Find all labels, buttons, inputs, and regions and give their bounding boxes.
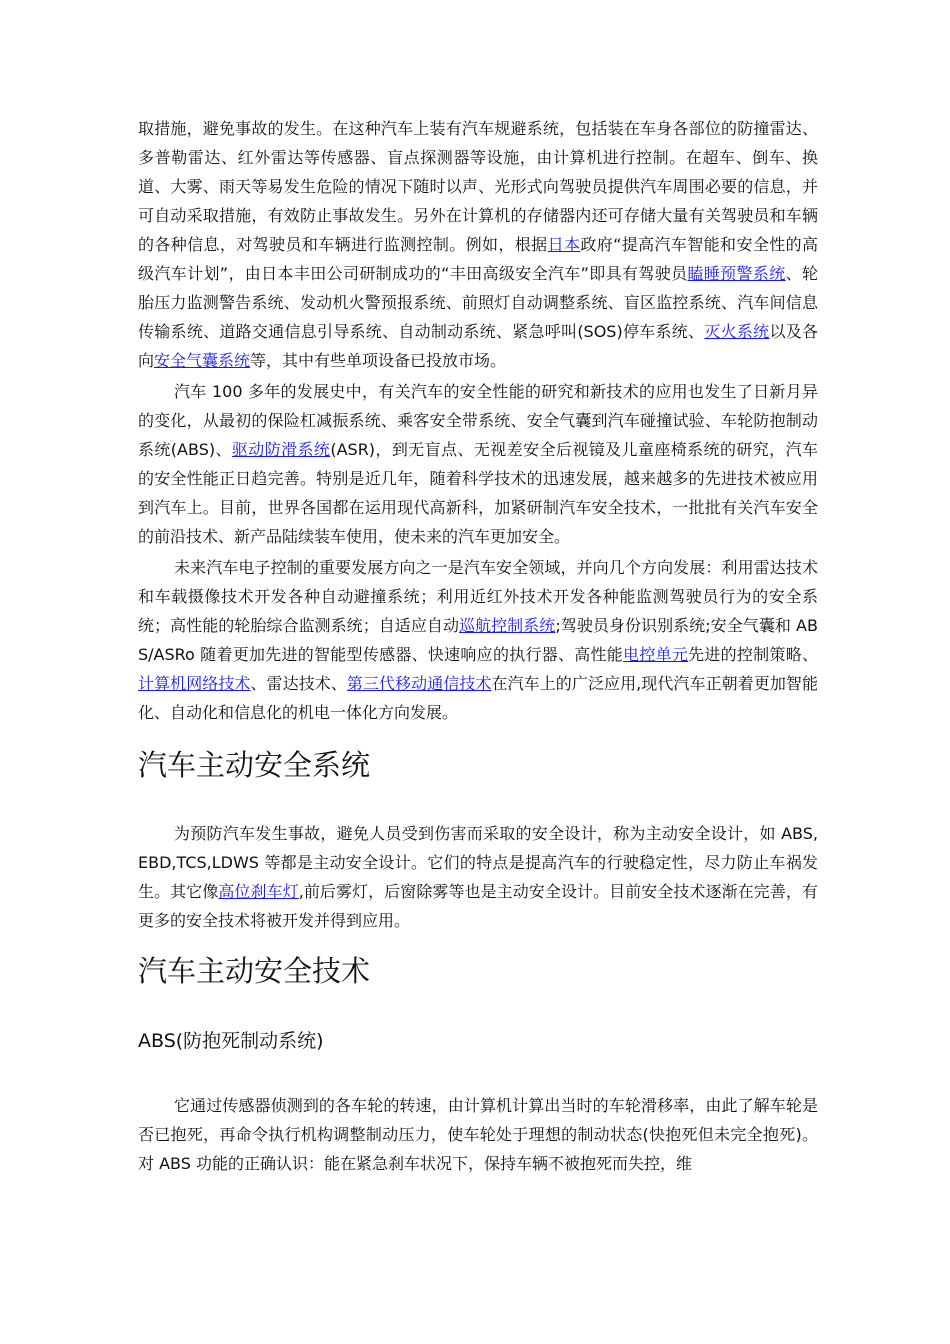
heading-active-safety-system: 汽车主动安全系统 <box>138 748 371 782</box>
inline-link[interactable]: 瞌睡预警系统 <box>687 264 786 283</box>
document-content <box>138 114 818 1178</box>
paragraph-safety-history <box>138 377 818 551</box>
inline-link[interactable]: 灭火系统 <box>704 322 770 341</box>
inline-link[interactable]: 电控单元 <box>623 645 689 664</box>
paragraph-smart-safety-systems <box>138 114 818 375</box>
text-run: 、雷达技术、 <box>250 674 347 693</box>
text-run: 在汽车上的广泛应用,现代汽车正朝着更加智能化、自动化和信息化的机电一体化方向发展。 <box>138 674 818 722</box>
inline-link[interactable]: 安全气囊系统 <box>154 351 251 370</box>
text-run: 先进的控制策略、 <box>688 645 818 664</box>
text-run: 以及各向 <box>138 322 818 370</box>
inline-link[interactable]: 高位刹车灯 <box>218 882 299 901</box>
text-run: ,前后雾灯，后窗除雾等也是主动安全设计。目前安全技术逐渐在完善，有更多的安全技术将被开发并得到应用。 <box>138 882 818 930</box>
inline-link[interactable]: 日本 <box>547 235 581 254</box>
text-run: 为预防汽车发生事故，避免人员受到伤害而采取的安全设计，称为主动安全设计，如 ABS,EBD,TCS,LDWS 等都是主动安全设计。它们的特点是提高汽车的行驶稳定性，尽力防止车祸发生。其它像 <box>138 824 818 901</box>
heading-active-safety-tech: 汽车主动安全技术 <box>138 954 371 988</box>
paragraph-active-safety-design <box>138 819 818 935</box>
inline-link[interactable]: 驱动防滑系统 <box>231 440 331 459</box>
text-run: ;驾驶员身份识别系统;安全气囊和 ABS/ASRo 随着更加先进的智能型传感器、快速响应的执行器、高性能 <box>138 616 818 664</box>
text-run: 政府“提高汽车智能和安全性的高级汽车计划”，由日本丰田公司研制成功的“丰田高级安全汽车”即具有驾驶员 <box>138 235 818 283</box>
heading-abs: ABS(防抱死制动系统) <box>138 1030 324 1052</box>
text-run: 它通过传感器侦测到的各车轮的转速，由计算机计算出当时的车轮滑移率，由此了解车轮是否已抱死，再命令执行机构调整制动压力，使车轮处于理想的制动状态(快抱死但未完全抱死)。对 ABS 功能的正确认识：能在紧急刹车状况下，保持车辆不被抱死而失控，维 <box>138 1096 818 1173</box>
inline-link[interactable]: 巡航控制系统 <box>459 616 556 635</box>
text-run: 、轮胎压力监测警告系统、发动机火警预报系统、前照灯自动调整系统、盲区监控系统、汽车间信息传输系统、道路交通信息引导系统、自动制动系统、紧急呼叫(SOS)停车系统、 <box>138 264 818 341</box>
paragraph-abs-description <box>138 1091 818 1178</box>
inline-link[interactable]: 第三代移动通信技术 <box>346 674 492 693</box>
text-run: 等，其中有些单项设备已投放市场。 <box>250 351 507 370</box>
inline-link[interactable]: 计算机网络技术 <box>138 674 251 693</box>
paragraph-future-directions <box>138 553 818 727</box>
text-run: (ASR)，到无盲点、无视差安全后视镜及儿童座椅系统的研究，汽车的安全性能正日趋完善。特别是近几年，随着科学技术的迅速发展，越来越多的先进技术被应用到汽车上。目前，世界各国都在运用现代高新科，加紧研制汽车安全技术，一批批有关汽车安全的前沿技术、新产品陆续装车使用，使未来的汽车更加安全。 <box>138 440 818 546</box>
text-run: 汽车 100 多年的发展史中，有关汽车的安全性能的研究和新技术的应用也发生了日新月异的变化，从最初的保险杠减振系统、乘客安全带系统、安全气囊到汽车碰撞试验、车轮防抱制动系统(ABS)、 <box>138 382 818 459</box>
text-run: 未来汽车电子控制的重要发展方向之一是汽车安全领域，并向几个方向发展：利用雷达技术和车载摄像技术开发各种自动避撞系统；利用近红外技术开发各种能监测驾驶员行为的安全系统；高性能的轮胎综合监测系统；自适应自动 <box>138 558 818 635</box>
text-run: 取措施，避免事故的发生。在这种汽车上装有汽车规避系统，包括装在车身各部位的防撞雷达、多普勒雷达、红外雷达等传感器、盲点探测器等设施，由计算机进行控制。在超车、倒车、换道、大雾、雨天等易发生危险的情况下随时以声、光形式向驾驶员提供汽车周围必要的信息，并可自动采取措施，有效防止事故发生。另外在计算机的存储器内还可存储大量有关驾驶员和车辆的各种信息，对驾驶员和车辆进行监测控制。例如，根据 <box>138 119 818 254</box>
